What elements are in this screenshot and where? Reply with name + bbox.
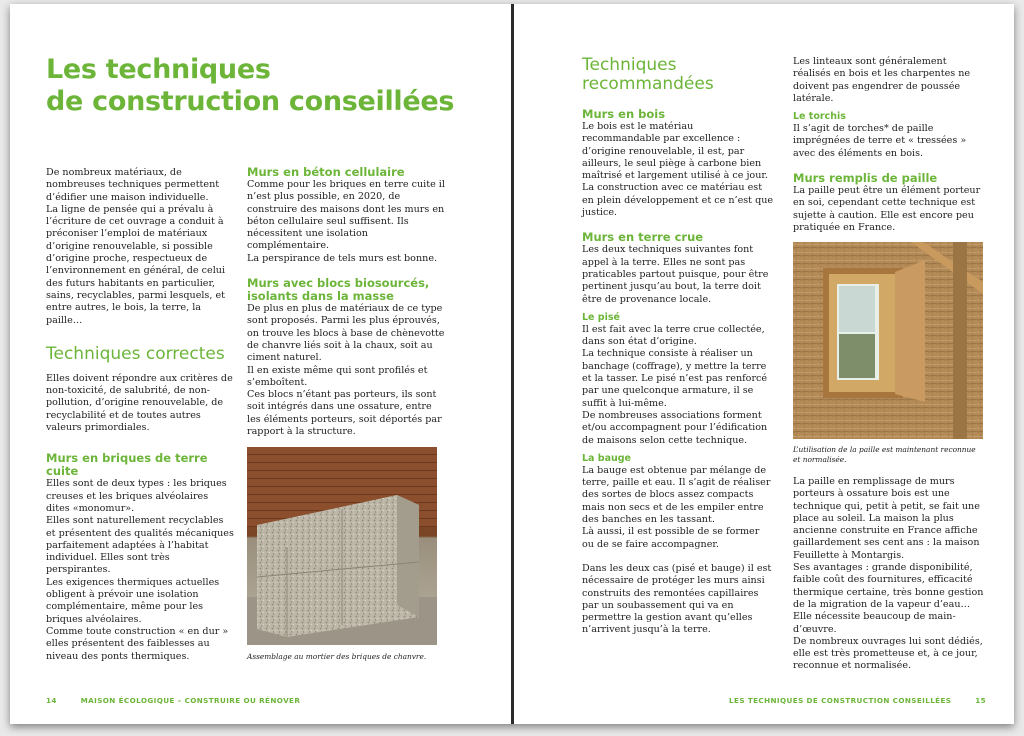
torchis-text: Il s’agit de torches* de paille imprégnées de terre et « tressées » avec des éléments en bois. (793, 123, 967, 159)
paille-heading: Murs remplis de paille (793, 171, 938, 186)
biosources-heading-line-2: isolants dans la masse (247, 289, 394, 304)
bois-paragraph-1: Le bois est le matériau recommandable par excellence : d’origine renouvelable, il est, par ailleurs, le seul piège à carbone bien maîtrisé et largement utilisé à ce jour. (582, 121, 768, 182)
linteaux-paragraph: Les linteaux sont généralement réalisés en bois et les charpentes ne doivent pas engendrer de poussée latérale. (793, 56, 971, 104)
briques-paragraph-3: Les exigences thermiques actuelles obligent à prévoir une isolation complémentaire, même pour les briques alvéolaires. (46, 576, 220, 625)
footer-book-title: MAISON ÉCOLOGIQUE – CONSTRUIRE OU RÉNOVER (80, 696, 301, 705)
right-column-2 (793, 56, 985, 234)
hemp-blocks-photo (247, 447, 437, 645)
beton-heading: Murs en béton cellulaire (247, 165, 405, 179)
biosources-paragraph-3: Ces blocs n’étant pas porteurs, ils sont soit intégrés dans une ossature, entre les éléments porteurs, soit déportés par rapport à la structure. (247, 389, 442, 438)
deux-cas-paragraph: Dans les deux cas (pisé et bauge) il est nécessaire de protéger les murs ainsi construits des remontées capillaires par un soubassement qui va en permettre la gestion avant qu’elles n’arrivent jusqu’à la terre. (582, 562, 772, 636)
pise-paragraph-3: De nombreuses associations forment et/ou accompagnent pour l’édification de maisons selon cette technique. (582, 409, 768, 446)
bauge-paragraph-2: Là aussi, il est possible de se former ou de se faire accompagner. (582, 526, 760, 550)
footer-chapter-title: LES TECHNIQUES DE CONSTRUCTION CONSEILLÉES (729, 696, 952, 705)
footer-left (46, 696, 300, 705)
bauge-heading: La bauge (582, 452, 631, 464)
page-number-left: 14 (46, 696, 57, 705)
techniques-correctes-text: Elles doivent répondre aux critères de non-toxicité, de salubrité, de non-pollution, d’origine renouvelable, de recyclabilité et de toutes autres valeurs primordiales. (46, 372, 233, 434)
beton-paragraph-2: La perspirance de tels murs est bonne. (247, 252, 438, 264)
hemp-blocks-illustration (247, 447, 437, 645)
beton-paragraph-1: Comme pour les briques en terre cuite il n’est plus possible, en 2020, de construire des maisons dont les murs en béton cellulaire seul suffisent. Ils nécessitent une isolation complémentaire. (247, 179, 445, 252)
right-column-1 (582, 56, 774, 637)
page-title (46, 54, 454, 118)
techniques-recommandees-line-2: recommandées (582, 74, 714, 94)
left-page (10, 4, 512, 724)
footer-right (729, 696, 986, 705)
left-column-1 (46, 167, 234, 663)
bauge-paragraph-1: La bauge est obtenue par mélange de terre, paille et eau. Il s’agit de réaliser des sortes de blocs assez compacts mais non secs et de les empiler entre des banches en les tassant. (582, 464, 771, 526)
techniques-recommandees-heading (582, 56, 774, 94)
techniques-recommandees-line-1: Techniques (582, 55, 677, 75)
page-title-line-1: Les techniques (46, 54, 271, 85)
bois-heading: Murs en bois (582, 107, 666, 121)
paille-paragraph-2: La paille en remplissage de murs porteurs à ossature bois est une technique qui, petit à petit, se fait une place au soleil. La maison la plus ancienne construite en France affiche gaillardement ses cent ans : la maison Feuillette à Montargis. (793, 476, 980, 561)
terre-crue-text: Les deux techniques suivantes font appel à la terre. Elles ne sont pas praticables partout puisque, pour être pertinent jusqu’au bout, la terre doit être de provenance locale. (582, 244, 769, 305)
intro-paragraph-2: La ligne de pensée qui a prévalu à l’écriture de cet ouvrage a conduit à préconiser l’emploi de matériaux d’origine renouvelable, si possible d’origine proche, respectueux de l’environnement en général, de celui des futurs habitants en particulier, sains, recyclables, parmi lesquels, et entre autres, le bois, la terre, la paille… (46, 203, 226, 326)
biosources-paragraph-2: Il en existe même qui sont profilés et s’emboîtent. (247, 364, 428, 388)
torchis-heading: Le torchis (793, 111, 846, 123)
page-number-right: 15 (975, 696, 986, 705)
paille-paragraph-3: Ses avantages : grande disponibilité, faible coût des fournitures, efficacité thermique certaine, très bonne gestion de la migration de la vapeur d’eau… (793, 562, 984, 610)
techniques-correctes-heading: Techniques correctes (46, 343, 225, 364)
pise-heading: Le pisé (582, 311, 620, 323)
terre-crue-heading: Murs en terre crue (582, 230, 704, 245)
book-spread (10, 4, 1014, 724)
paille-paragraph-4: Elle nécessite beaucoup de main-d’œuvre. (793, 611, 956, 635)
paille-paragraph: La paille peut être un élément porteur en soi, cependant cette technique est sujette à caution. Elle est encore peu pratiquée en France. (793, 185, 981, 233)
paille-paragraph-5: De nombreux ouvrages lui sont dédiés, elle est très prometteuse et, à ce jour, reconnue et normalisée. (793, 635, 983, 672)
straw-wall-photo (793, 242, 983, 439)
right-column-2-bottom (793, 476, 985, 673)
briques-paragraph-1: Elles sont de deux types : les briques creuses et les briques alvéolaires dites «monomur». (46, 478, 227, 514)
intro-paragraph-1: De nombreux matériaux, de nombreuses techniques permettent d’édifier une maison individuelle. (46, 167, 220, 203)
pise-paragraph-1: Il est fait avec la terre crue collectée, dans son état d’origine. (582, 323, 765, 348)
biosources-heading (247, 277, 445, 303)
pise-paragraph-2: La technique consiste à réaliser un banchage (coffrage), y mettre la terre et la tasser. Le pisé n’est pas renforcé par une quelconque armature, il se suffit à lui-même. (582, 348, 768, 409)
briques-heading: Murs en briques de terre cuite (46, 451, 208, 479)
biosources-paragraph-1: De plus en plus de matériaux de ce type sont proposés. Parmi les plus éprouvés, on trouve les blocs à base de chènevotte de chanvre liés soit à la chaux, soit au ciment naturel. (247, 303, 445, 364)
straw-wall-illustration (793, 242, 983, 439)
page-title-line-2: de construction conseillées (46, 86, 455, 117)
bois-paragraph-2: La construction avec ce matériau est en plein développement et ce n’est que justice. (582, 182, 774, 219)
right-page (513, 4, 1014, 724)
biosources-heading-line-1: Murs avec blocs biosourcés, (247, 276, 430, 291)
briques-paragraph-2: Elles sont naturellement recyclables et présentent des qualités mécaniques parfaitement adaptées à l’habitat individuel. Elles sont très perspirantes. (46, 515, 234, 576)
left-column-2 (247, 166, 445, 438)
hemp-photo-caption: Assemblage au mortier des briques de chanvre. (247, 652, 427, 661)
straw-photo-caption: L’utilisation de la paille est maintenant reconnue et normalisée. (793, 445, 976, 464)
briques-paragraph-4: Comme toute construction « en dur » elles présentent des faiblesses au niveau des ponts thermiques. (46, 625, 229, 662)
